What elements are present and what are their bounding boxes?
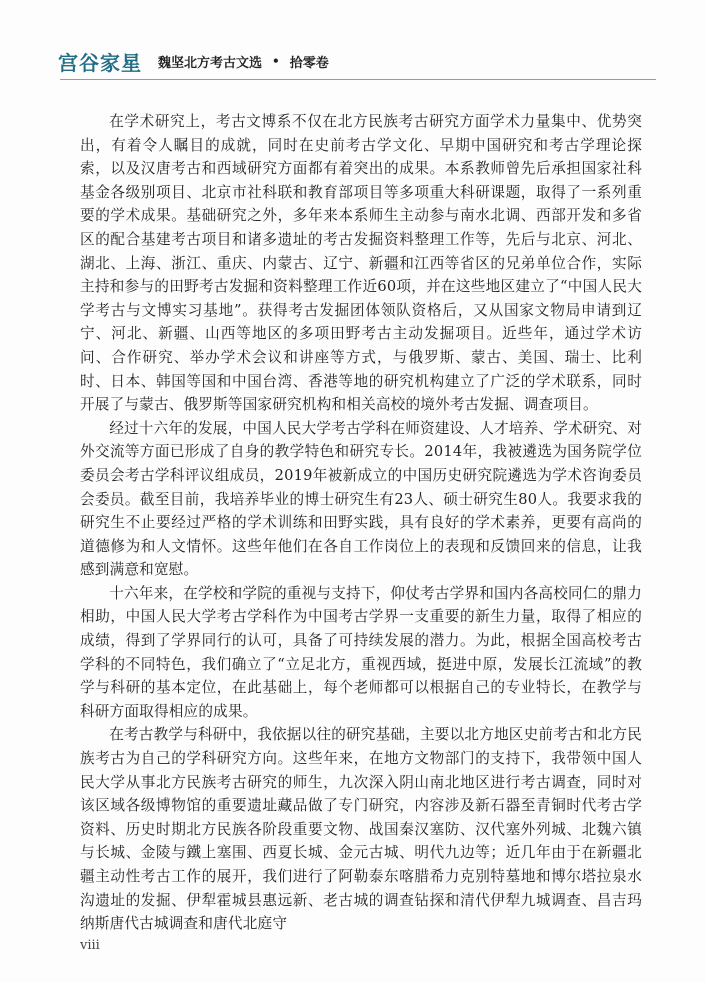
paragraph: 经过十六年的发展，中国人民大学考古学科在师资建设、人才培养、学术研究、对外交流等方面已形成了自身的教学特色和研究专长。2014年，我被遴选为国务院学位委员会考古学科评议组成员，2019年被新成立的中国历史研究院遴选为学术咨询委员会委员。截至目前，我培养毕业的博士研究生有23人、硕士研究生80人。我要求我的研究生不止要经过严格的学术训练和田野实践，具有良好的学术素养，更要有高尚的道德修为和人文情怀。这些年他们在各自工作岗位上的表现和反馈回来的信息，让我感到满意和宽慰。 bbox=[80, 419, 642, 579]
paragraph: 在考古教学与科研中，我依据以往的研究基础，主要以北方地区史前考古和北方民族考古为自己的学科研究方向。这些年来，在地方文物部门的支持下，我带领中国人民大学从事北方民族考古研究的师生，九次深入阴山南北地区进行考古调查，同时对该区域各级博物馆的重要遗址藏品做了专门研究，内容涉及新石器至青铜时代考古学资料、历史时期北方民族各阶段重要文物、战国秦汉塞防、汉代塞外列城、北魏六镇与长城、金陵与鐵上塞围、西夏长城、金元古城、明代九边等；近几年由于在新疆北疆主动性考古工作的展开，我们进行了阿勒泰东喀腊希力克别特墓地和博尔塔拉泉水沟遗址的发掘、伊犁霍城县惠远新、老古城的调查钻探和清代伊犁九城调查、昌吉玛纳斯唐代古城调查和唐代北庭守 bbox=[80, 726, 642, 933]
body-text bbox=[80, 110, 642, 936]
book-series-title: 魏坚北方考古文选 bbox=[158, 55, 263, 71]
header-divider bbox=[60, 79, 656, 80]
header-separator: • bbox=[272, 54, 280, 68]
paragraph: 在学术研究上，考古文博系不仅在北方民族考古研究方面学术力量集中、优势突出，有着令人瞩目的成就，同时在史前考古学文化、早期中国研究和考古学理论探索，以及汉唐考古和西域研究方面都有着突出的成果。本系教师曾先后承担国家社科基金各级别项目、北京市社科联和教育部项目等多项重大科研课题，取得了一系列重要的学术成果。基础研究之外，多年来本系师生主动参与南水北调、西部开发和多省区的配合基建考古项目和诸多遗址的考古发掘资料整理工作等，先后与北京、河北、湖北、上海、浙江、重庆、内蒙古、辽宁、新疆和江西等省区的兄弟单位合作，实际主持和参与的田野考古发掘和资料整理工作近60项，并在这些地区建立了“中国人民大学考古与文博实习基地”。获得考古发掘团体领队资格后，又从国家文物局申请到辽宁、河北、新疆、山西等地区的多项田野考古主动发掘项目。近些年，通过学术访问、合作研究、举办学术会议和讲座等方式，与俄罗斯、蒙古、美国、瑞士、比利时、日本、韩国等国和中国台湾、香港等地的研究机构建立了广泛的学术联系，同时开展了与蒙古、俄罗斯等国家研究机构和相关高校的境外考古发掘、调查项目。 bbox=[80, 113, 642, 414]
running-header bbox=[58, 50, 329, 75]
paragraph: 十六年来，在学校和学院的重视与支持下，仰仗考古学界和国内各高校同仁的鼎力相助，中国人民大学考古学科作为中国考古学界一支重要的新生力量，取得了相应的成绩，得到了学界同行的认可，具备了可持续发展的潜力。为此，根据全国高校考古学科的不同特色，我们确立了“立足北方，重视西域，挺进中原，发展长江流域”的教学与科研的基本定位，在此基础上，每个老师都可以根据自己的专业特长，在教学与科研方面取得相应的成果。 bbox=[80, 584, 642, 720]
page-number: viii bbox=[80, 938, 100, 953]
publisher-logo: 宫谷家星 bbox=[58, 50, 142, 75]
volume-title: 拾零卷 bbox=[289, 55, 329, 71]
